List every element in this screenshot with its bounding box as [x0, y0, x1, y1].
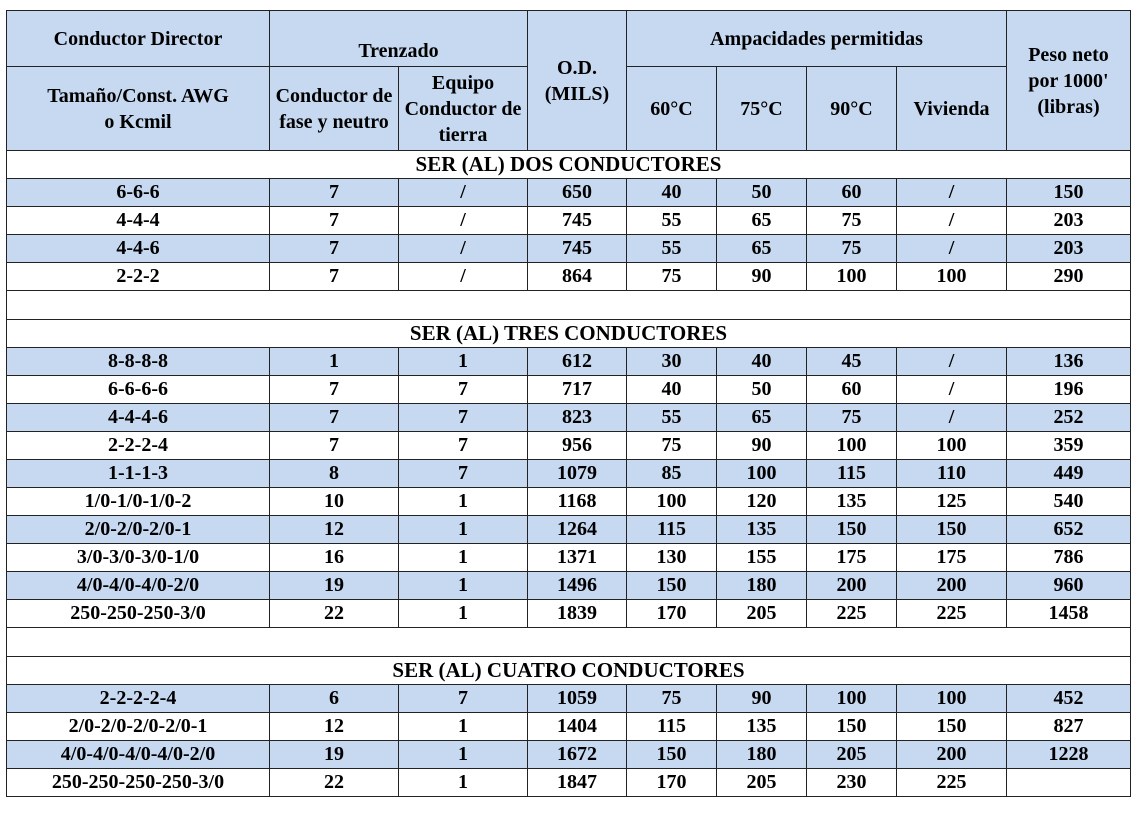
section-title-row	[7, 151, 1131, 179]
cell-vivienda: 200	[897, 741, 1007, 769]
cell-fase: 1	[270, 348, 399, 376]
cell-90c: 175	[807, 544, 897, 572]
cell-75c: 100	[717, 460, 807, 488]
cell-fase: 19	[270, 741, 399, 769]
table-header	[7, 11, 1131, 151]
cell-tierra: 1	[399, 600, 528, 628]
cell-90c: 100	[807, 432, 897, 460]
section-title-row	[7, 657, 1131, 685]
cell-fase: 7	[270, 179, 399, 207]
cell-tierra: /	[399, 263, 528, 291]
cell-tierra: 7	[399, 460, 528, 488]
cell-90c: 115	[807, 460, 897, 488]
cell-size: 2-2-2	[7, 263, 270, 291]
cell-size: 1/0-1/0-1/0-2	[7, 488, 270, 516]
cell-60c: 150	[627, 741, 717, 769]
cell-size: 4/0-4/0-4/0-4/0-2/0	[7, 741, 270, 769]
cell-size: 4-4-4-6	[7, 404, 270, 432]
cell-fase: 10	[270, 488, 399, 516]
cell-tierra: 1	[399, 544, 528, 572]
cell-peso: 203	[1007, 235, 1131, 263]
cell-60c: 75	[627, 432, 717, 460]
cell-size: 2-2-2-2-4	[7, 685, 270, 713]
cell-75c: 50	[717, 179, 807, 207]
cell-90c: 100	[807, 263, 897, 291]
cell-75c: 155	[717, 544, 807, 572]
header-peso: Peso neto por 1000' (libras)	[1007, 11, 1131, 151]
cell-fase: 7	[270, 376, 399, 404]
cell-90c: 205	[807, 741, 897, 769]
header-od: O.D. (MILS)	[528, 11, 627, 151]
cell-vivienda: /	[897, 235, 1007, 263]
table-row	[7, 432, 1131, 460]
cell-vivienda: 200	[897, 572, 1007, 600]
cell-vivienda: 100	[897, 432, 1007, 460]
cell-90c: 60	[807, 179, 897, 207]
cell-fase: 7	[270, 207, 399, 235]
cell-vivienda: 225	[897, 769, 1007, 797]
cell-75c: 65	[717, 235, 807, 263]
cell-od: 745	[528, 235, 627, 263]
cell-60c: 30	[627, 348, 717, 376]
cell-vivienda: 110	[897, 460, 1007, 488]
cell-fase: 22	[270, 600, 399, 628]
header-75c: 75°C	[717, 67, 807, 151]
cell-vivienda: /	[897, 179, 1007, 207]
header-vivienda: Vivienda	[897, 67, 1007, 151]
cell-75c: 40	[717, 348, 807, 376]
cell-tierra: 1	[399, 488, 528, 516]
cell-peso: 449	[1007, 460, 1131, 488]
table-row	[7, 488, 1131, 516]
cell-60c: 40	[627, 376, 717, 404]
cell-peso: 452	[1007, 685, 1131, 713]
cell-60c: 150	[627, 572, 717, 600]
cell-75c: 205	[717, 769, 807, 797]
cell-60c: 55	[627, 207, 717, 235]
cell-od: 1847	[528, 769, 627, 797]
table-row	[7, 572, 1131, 600]
cell-vivienda: 150	[897, 713, 1007, 741]
cell-75c: 135	[717, 516, 807, 544]
cell-od: 1404	[528, 713, 627, 741]
cell-tierra: 7	[399, 404, 528, 432]
cell-size: 1-1-1-3	[7, 460, 270, 488]
cell-90c: 100	[807, 685, 897, 713]
spacer-row	[7, 291, 1131, 320]
cell-fase: 12	[270, 516, 399, 544]
cell-75c: 180	[717, 572, 807, 600]
spacer-cell	[7, 628, 1131, 657]
cell-tierra: /	[399, 207, 528, 235]
table-row	[7, 600, 1131, 628]
cell-od: 1079	[528, 460, 627, 488]
cell-od: 1496	[528, 572, 627, 600]
cell-tierra: 1	[399, 348, 528, 376]
cell-peso: 136	[1007, 348, 1131, 376]
cell-75c: 65	[717, 207, 807, 235]
cell-90c: 60	[807, 376, 897, 404]
cell-peso: 960	[1007, 572, 1131, 600]
table-row	[7, 713, 1131, 741]
cell-tierra: 7	[399, 432, 528, 460]
cell-fase: 6	[270, 685, 399, 713]
cell-peso: 150	[1007, 179, 1131, 207]
cell-peso: 290	[1007, 263, 1131, 291]
cell-75c: 205	[717, 600, 807, 628]
cell-vivienda: 150	[897, 516, 1007, 544]
cell-size: 250-250-250-3/0	[7, 600, 270, 628]
cell-size: 3/0-3/0-3/0-1/0	[7, 544, 270, 572]
table-row	[7, 741, 1131, 769]
cell-od: 717	[528, 376, 627, 404]
cell-vivienda: 125	[897, 488, 1007, 516]
cell-75c: 50	[717, 376, 807, 404]
header-fase-neutro: Conductor de fase y neutro	[270, 67, 399, 151]
cell-60c: 100	[627, 488, 717, 516]
cell-75c: 90	[717, 263, 807, 291]
section-title: SER (AL) TRES CONDUCTORES	[7, 320, 1131, 348]
cell-od: 1371	[528, 544, 627, 572]
table-row	[7, 769, 1131, 797]
cell-fase: 22	[270, 769, 399, 797]
table-body	[7, 151, 1131, 797]
cell-tierra: 1	[399, 769, 528, 797]
cell-60c: 55	[627, 404, 717, 432]
cell-od: 956	[528, 432, 627, 460]
cell-90c: 45	[807, 348, 897, 376]
cell-size: 6-6-6-6	[7, 376, 270, 404]
cell-tierra: 7	[399, 376, 528, 404]
cell-90c: 75	[807, 404, 897, 432]
cell-fase: 7	[270, 263, 399, 291]
cell-size: 250-250-250-250-3/0	[7, 769, 270, 797]
cell-od: 1059	[528, 685, 627, 713]
cell-size: 8-8-8-8	[7, 348, 270, 376]
table-row	[7, 516, 1131, 544]
cell-60c: 115	[627, 516, 717, 544]
cell-90c: 150	[807, 516, 897, 544]
cell-60c: 75	[627, 685, 717, 713]
cell-size: 4/0-4/0-4/0-2/0	[7, 572, 270, 600]
cell-75c: 90	[717, 432, 807, 460]
cell-vivienda: 225	[897, 600, 1007, 628]
cell-size: 4-4-6	[7, 235, 270, 263]
cell-fase: 19	[270, 572, 399, 600]
cell-75c: 90	[717, 685, 807, 713]
header-trenzado: Trenzado	[270, 11, 528, 67]
cell-tierra: 1	[399, 572, 528, 600]
cell-size: 2/0-2/0-2/0-2/0-1	[7, 713, 270, 741]
table-row	[7, 460, 1131, 488]
cell-size: 2-2-2-4	[7, 432, 270, 460]
header-conductor-director: Conductor Director	[7, 11, 270, 67]
cell-od: 1672	[528, 741, 627, 769]
cell-90c: 230	[807, 769, 897, 797]
table-row	[7, 235, 1131, 263]
table-row	[7, 348, 1131, 376]
cell-fase: 7	[270, 432, 399, 460]
cell-size: 2/0-2/0-2/0-1	[7, 516, 270, 544]
table-row	[7, 685, 1131, 713]
cell-90c: 75	[807, 235, 897, 263]
cell-fase: 16	[270, 544, 399, 572]
section-title: SER (AL) DOS CONDUCTORES	[7, 151, 1131, 179]
cell-peso: 1228	[1007, 741, 1131, 769]
cell-75c: 135	[717, 713, 807, 741]
cell-peso: 203	[1007, 207, 1131, 235]
cell-60c: 85	[627, 460, 717, 488]
cell-peso: 540	[1007, 488, 1131, 516]
cell-tierra: 1	[399, 516, 528, 544]
cell-90c: 150	[807, 713, 897, 741]
cell-peso	[1007, 769, 1131, 797]
cell-tierra: 1	[399, 713, 528, 741]
cell-od: 612	[528, 348, 627, 376]
header-tamano: Tamaño/Const. AWG o Kcmil	[7, 67, 270, 151]
cell-vivienda: 100	[897, 685, 1007, 713]
cell-fase: 8	[270, 460, 399, 488]
section-title: SER (AL) CUATRO CONDUCTORES	[7, 657, 1131, 685]
cell-vivienda: /	[897, 207, 1007, 235]
cell-vivienda: 100	[897, 263, 1007, 291]
table-row	[7, 179, 1131, 207]
cell-vivienda: /	[897, 376, 1007, 404]
cell-size: 4-4-4	[7, 207, 270, 235]
spacer-row	[7, 628, 1131, 657]
header-ampacidades: Ampacidades permitidas	[627, 11, 1007, 67]
cell-vivienda: 175	[897, 544, 1007, 572]
cell-peso: 359	[1007, 432, 1131, 460]
cell-fase: 7	[270, 235, 399, 263]
cell-60c: 130	[627, 544, 717, 572]
header-90c: 90°C	[807, 67, 897, 151]
cell-peso: 196	[1007, 376, 1131, 404]
cell-tierra: 1	[399, 741, 528, 769]
cell-tierra: /	[399, 235, 528, 263]
cell-vivienda: /	[897, 404, 1007, 432]
spacer-cell	[7, 291, 1131, 320]
cell-90c: 75	[807, 207, 897, 235]
cell-75c: 120	[717, 488, 807, 516]
cell-peso: 252	[1007, 404, 1131, 432]
table-row	[7, 263, 1131, 291]
table-row	[7, 376, 1131, 404]
cell-od: 864	[528, 263, 627, 291]
cell-od: 745	[528, 207, 627, 235]
cell-90c: 135	[807, 488, 897, 516]
cell-60c: 40	[627, 179, 717, 207]
cell-fase: 12	[270, 713, 399, 741]
cell-size: 6-6-6	[7, 179, 270, 207]
cell-75c: 180	[717, 741, 807, 769]
cell-peso: 1458	[1007, 600, 1131, 628]
cell-75c: 65	[717, 404, 807, 432]
cell-60c: 75	[627, 263, 717, 291]
cell-od: 1839	[528, 600, 627, 628]
header-60c: 60°C	[627, 67, 717, 151]
cell-od: 823	[528, 404, 627, 432]
cell-peso: 786	[1007, 544, 1131, 572]
table-row	[7, 404, 1131, 432]
section-title-row	[7, 320, 1131, 348]
cell-fase: 7	[270, 404, 399, 432]
cell-peso: 827	[1007, 713, 1131, 741]
cell-90c: 200	[807, 572, 897, 600]
header-equipo-tierra: Equipo Conductor de tierra	[399, 67, 528, 151]
table-row	[7, 544, 1131, 572]
cell-peso: 652	[1007, 516, 1131, 544]
conductor-table	[6, 10, 1131, 797]
cell-60c: 115	[627, 713, 717, 741]
cell-tierra: 7	[399, 685, 528, 713]
cell-60c: 55	[627, 235, 717, 263]
cell-tierra: /	[399, 179, 528, 207]
cell-90c: 225	[807, 600, 897, 628]
cell-od: 1168	[528, 488, 627, 516]
cell-od: 650	[528, 179, 627, 207]
cell-vivienda: /	[897, 348, 1007, 376]
cell-od: 1264	[528, 516, 627, 544]
cell-60c: 170	[627, 600, 717, 628]
table-row	[7, 207, 1131, 235]
cell-60c: 170	[627, 769, 717, 797]
